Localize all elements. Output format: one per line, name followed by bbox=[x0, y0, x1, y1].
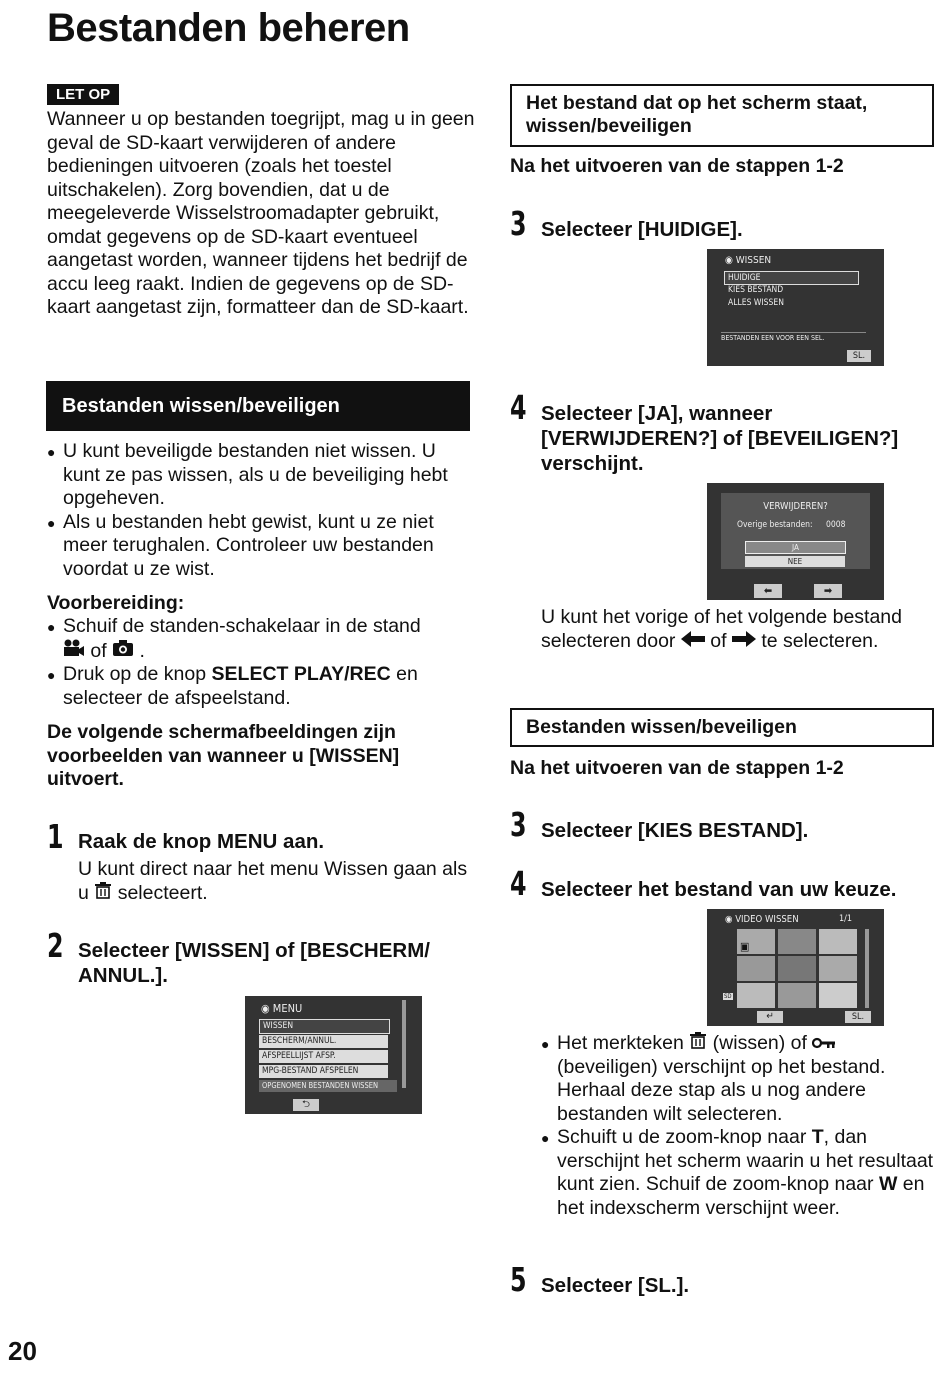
list-item bbox=[541, 1032, 934, 1126]
list-item: ● Schuif de standen-schakelaar in de stand of . bbox=[47, 615, 475, 663]
menu-header bbox=[261, 1002, 302, 1015]
confirm-screenshot bbox=[707, 483, 884, 600]
remaining-label: Overige bestanden: bbox=[737, 520, 813, 530]
step-title: Selecteer [WISSEN] of [BESCHERM/ ANNUL.]. bbox=[78, 939, 430, 987]
bullet1-text-c: (beveiligen) verschijnt op het bestand. Herhaal deze stap als u nog andere bestanden wilt selecteren. bbox=[557, 1055, 886, 1125]
step-number: 3 bbox=[510, 204, 527, 243]
wissen-header: ◉ WISSEN bbox=[725, 255, 772, 266]
confirm-question: VERWIJDEREN? bbox=[763, 501, 828, 512]
sl-button: SL. bbox=[845, 1011, 871, 1023]
wissen-footer: BESTANDEN EEN VOOR EEN SEL. bbox=[721, 332, 866, 342]
select-play-rec-label: SELECT PLAY/REC bbox=[211, 663, 391, 685]
thumbnail[interactable] bbox=[819, 956, 857, 981]
step-title: Raak de knop MENU aan. bbox=[78, 830, 325, 853]
list-item bbox=[541, 1126, 934, 1220]
page-indicator: 1/1 bbox=[839, 914, 853, 924]
list-item bbox=[47, 663, 475, 710]
key-icon bbox=[812, 1032, 836, 1054]
video-camera-icon bbox=[63, 640, 90, 662]
step-title: Selecteer [SL.]. bbox=[541, 1274, 690, 1297]
video-wissen-header: ◉ VIDEO WISSEN bbox=[725, 914, 799, 925]
prep1-of: of bbox=[90, 639, 107, 662]
bullet2-text-a: Schuift u de zoom-knop naar bbox=[557, 1126, 807, 1148]
sl-button: SL. bbox=[847, 350, 871, 362]
step-text bbox=[78, 858, 470, 905]
wissen-screenshot bbox=[707, 249, 884, 366]
thumbnail[interactable] bbox=[778, 929, 816, 954]
menu-item: HUIDIGE bbox=[724, 271, 859, 285]
step-number: 5 bbox=[510, 1260, 527, 1299]
zoom-w-label: W bbox=[878, 1173, 898, 1195]
menu-screenshot bbox=[245, 996, 422, 1114]
trash-icon bbox=[689, 1032, 707, 1054]
list-item: ● U kunt beveiligde bestanden niet wissen. U kunt ze pas wissen, als u de beveiliging hebt opgeheven. bbox=[47, 440, 475, 511]
section-box-select: Bestanden wissen/beveiligen bbox=[510, 708, 934, 747]
menu-item: KIES BESTAND bbox=[728, 285, 784, 295]
section-box-current: Het bestand dat op het scherm staat, wissen/beveiligen bbox=[510, 84, 934, 147]
back-icon: ↵ bbox=[757, 1011, 783, 1023]
yes-option: JA bbox=[745, 541, 846, 554]
step-number: 4 bbox=[510, 864, 527, 903]
menu-item: WISSEN bbox=[259, 1019, 390, 1034]
no-option: NEE bbox=[745, 556, 845, 567]
scrollbar bbox=[402, 1000, 406, 1088]
video-camera-icon: ◉ bbox=[261, 1002, 270, 1015]
video-wissen-screenshot bbox=[707, 909, 884, 1026]
section-header-left: Bestanden wissen/beveiligen bbox=[46, 381, 470, 431]
menu-item: ALLES WISSEN bbox=[728, 298, 784, 308]
step-title: Selecteer het bestand van uw keuze. bbox=[541, 878, 897, 901]
menu-header-label: MENU bbox=[272, 1002, 303, 1015]
prep1-text: Schuif de standen-schakelaar in de stand bbox=[63, 615, 421, 637]
step-number: 3 bbox=[510, 805, 527, 844]
page-number: 20 bbox=[8, 1336, 37, 1366]
step4-text-a: U kunt het vorige of het volgende bestand selecteren door bbox=[541, 606, 902, 652]
left-arrow-icon bbox=[681, 630, 705, 652]
left-arrow-icon: ⬅ bbox=[754, 584, 782, 598]
preparation-heading: Voorbereiding: bbox=[47, 592, 185, 614]
step-title: Selecteer [KIES BESTAND]. bbox=[541, 819, 809, 842]
menu-item: AFSPEELLIJST AFSP. bbox=[259, 1050, 388, 1063]
trash-icon: ▣ bbox=[740, 940, 750, 953]
bullet1-text-b: (wissen) of bbox=[712, 1032, 807, 1054]
back-icon: ⮌ bbox=[293, 1099, 319, 1111]
sd-icon: SD bbox=[724, 993, 732, 1000]
bullet2-text-b: , dan verschijnt het scherm waarin u het resultaat kunt zien. Schuif de zoom-knop naar bbox=[557, 1126, 934, 1195]
step4-text-of: of bbox=[710, 629, 727, 652]
after-steps-note: Na het uitvoeren van de stappen 1-2 bbox=[510, 757, 844, 779]
step-number: 2 bbox=[47, 926, 64, 965]
caution-text: Wanneer u op bestanden toegrijpt, mag u in geen geval de SD-kaart verwijderen of andere bedieningen uitvoeren (zoals het toestel uitschakelen). Zorg bovendien, dat u de meegeleverde Wisselstroomadapter gebruikt, omdat gegevens op de SD-kaart eventueel aangetast worden, wanneer tijdens het bedrijf de accu leeg raakt. Indien de gegevens op de SD-kaart aangetast zijn, formatteer dan de SD-kaart. bbox=[47, 108, 475, 318]
remaining-value: 0008 bbox=[826, 520, 846, 530]
bullet1-text-a: Het merkteken bbox=[557, 1032, 684, 1054]
bullet2-text-c: en het indexscherm verschijnt weer. bbox=[557, 1173, 925, 1219]
after-steps-note: Na het uitvoeren van de stappen 1-2 bbox=[510, 155, 844, 177]
thumbnail[interactable] bbox=[819, 929, 857, 954]
step-number: 4 bbox=[510, 388, 527, 427]
menu-item: MPG-BESTAND AFSPELEN bbox=[259, 1065, 388, 1078]
trash-icon bbox=[94, 882, 112, 904]
page-title: Bestanden beheren bbox=[47, 6, 410, 50]
step-title: Selecteer [HUIDIGE]. bbox=[541, 218, 743, 241]
right-arrow-icon: ➡ bbox=[814, 584, 842, 598]
thumbnail[interactable] bbox=[778, 956, 816, 981]
thumbnail[interactable] bbox=[778, 983, 816, 1008]
step-number: 1 bbox=[47, 817, 64, 856]
screenshot-note: De volgende schermafbeeldingen zijn voorbeelden van wanneer u [WISSEN] uitvoert. bbox=[47, 721, 400, 790]
photo-camera-icon bbox=[112, 640, 139, 662]
list-item: ● Als u bestanden hebt gewist, kunt u ze niet meer terughalen. Controleer uw bestanden voordat u ze wist. bbox=[47, 511, 475, 582]
zoom-t-label: T bbox=[811, 1126, 824, 1148]
prep2-text: Druk op de knop bbox=[63, 663, 207, 685]
caution-tag: LET OP bbox=[47, 84, 119, 105]
step4-text-b: te selecteren. bbox=[761, 629, 879, 652]
thumbnail[interactable] bbox=[819, 983, 857, 1008]
step-text bbox=[541, 606, 933, 653]
menu-item: BESCHERM/ANNUL. bbox=[259, 1035, 388, 1048]
thumbnail[interactable] bbox=[737, 983, 775, 1008]
step1-text-b: selecteert. bbox=[117, 881, 208, 904]
step-title: Selecteer [JA], wanneer [VERWIJDEREN?] of [BEVEILIGEN?] verschijnt. bbox=[541, 402, 899, 475]
scrollbar bbox=[865, 929, 869, 1008]
prep2-text-end: en selecteer de afspeelstand. bbox=[63, 663, 418, 709]
thumbnail[interactable] bbox=[737, 956, 775, 981]
menu-footer: OPGENOMEN BESTANDEN WISSEN bbox=[259, 1080, 397, 1092]
video-wissen-header-label: VIDEO WISSEN bbox=[735, 914, 799, 925]
wissen-header-label: WISSEN bbox=[735, 255, 772, 266]
step1-text-a: U kunt direct naar het menu Wissen gaan als u bbox=[78, 858, 468, 904]
right-arrow-icon bbox=[732, 630, 756, 652]
